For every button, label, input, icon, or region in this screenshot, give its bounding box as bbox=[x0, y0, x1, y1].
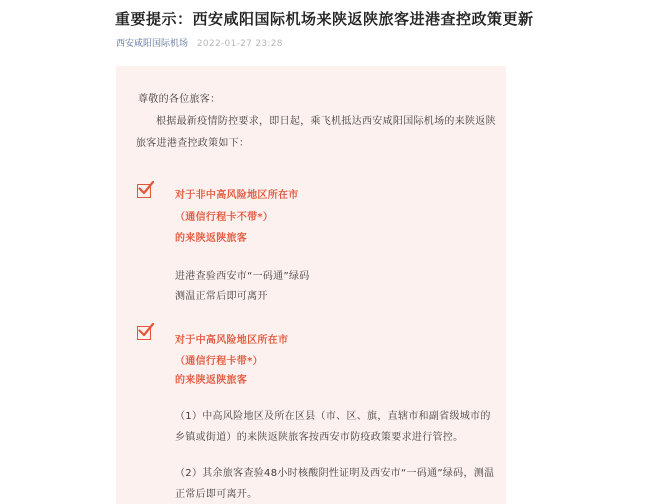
section2-heading-line1: 对于中高风险地区所在市 bbox=[175, 335, 289, 346]
publish-date: 2022-01-27 23:28 bbox=[196, 39, 283, 49]
notice-panel bbox=[116, 66, 506, 504]
checked-box-icon bbox=[137, 184, 151, 198]
section2-heading-line2: （通信行程卡带*） bbox=[175, 356, 263, 367]
section1-body-line2: 测温正常后即可离开 bbox=[175, 291, 268, 302]
account-name-link[interactable]: 西安咸阳国际机场 bbox=[116, 39, 189, 49]
section1-body-line1: 进港查验西安市“一码通”绿码 bbox=[175, 271, 310, 282]
greeting-text: 尊敬的各位旅客： bbox=[138, 94, 221, 105]
checked-box-icon bbox=[137, 326, 151, 340]
section2-item2-line1: （2）其余旅客查验48小时核酸阴性证明及西安市“一码通”绿码，测温 bbox=[175, 468, 495, 479]
section2-item1-line1: （1）中高风险地区及所在区县（市、区、旗，直辖市和副省级城市的 bbox=[175, 411, 491, 422]
article-meta bbox=[116, 36, 283, 49]
intro-text-line1: 根据最新疫情防控要求，即日起，乘飞机抵达西安咸阳国际机场的来陕返陕 bbox=[156, 116, 496, 127]
section1-heading-line3: 的来陕返陕旅客 bbox=[175, 233, 248, 244]
section2-heading-line3: 的来陕返陕旅客 bbox=[175, 375, 248, 386]
section1-heading-line1: 对于非中高风险地区所在市 bbox=[175, 190, 299, 201]
section2-item1-line2: 乡镇或街道）的来陕返陕旅客按西安市防疫政策要求进行管控。 bbox=[175, 432, 464, 443]
section1-heading-line2: （通信行程卡不带*） bbox=[175, 212, 274, 223]
intro-text-line2: 旅客进港查控政策如下： bbox=[136, 138, 250, 149]
section2-item2-line2: 正常后即可离开。 bbox=[175, 489, 258, 500]
article-title: 重要提示：西安咸阳国际机场来陕返陕旅客进港查控政策更新 bbox=[115, 10, 534, 28]
